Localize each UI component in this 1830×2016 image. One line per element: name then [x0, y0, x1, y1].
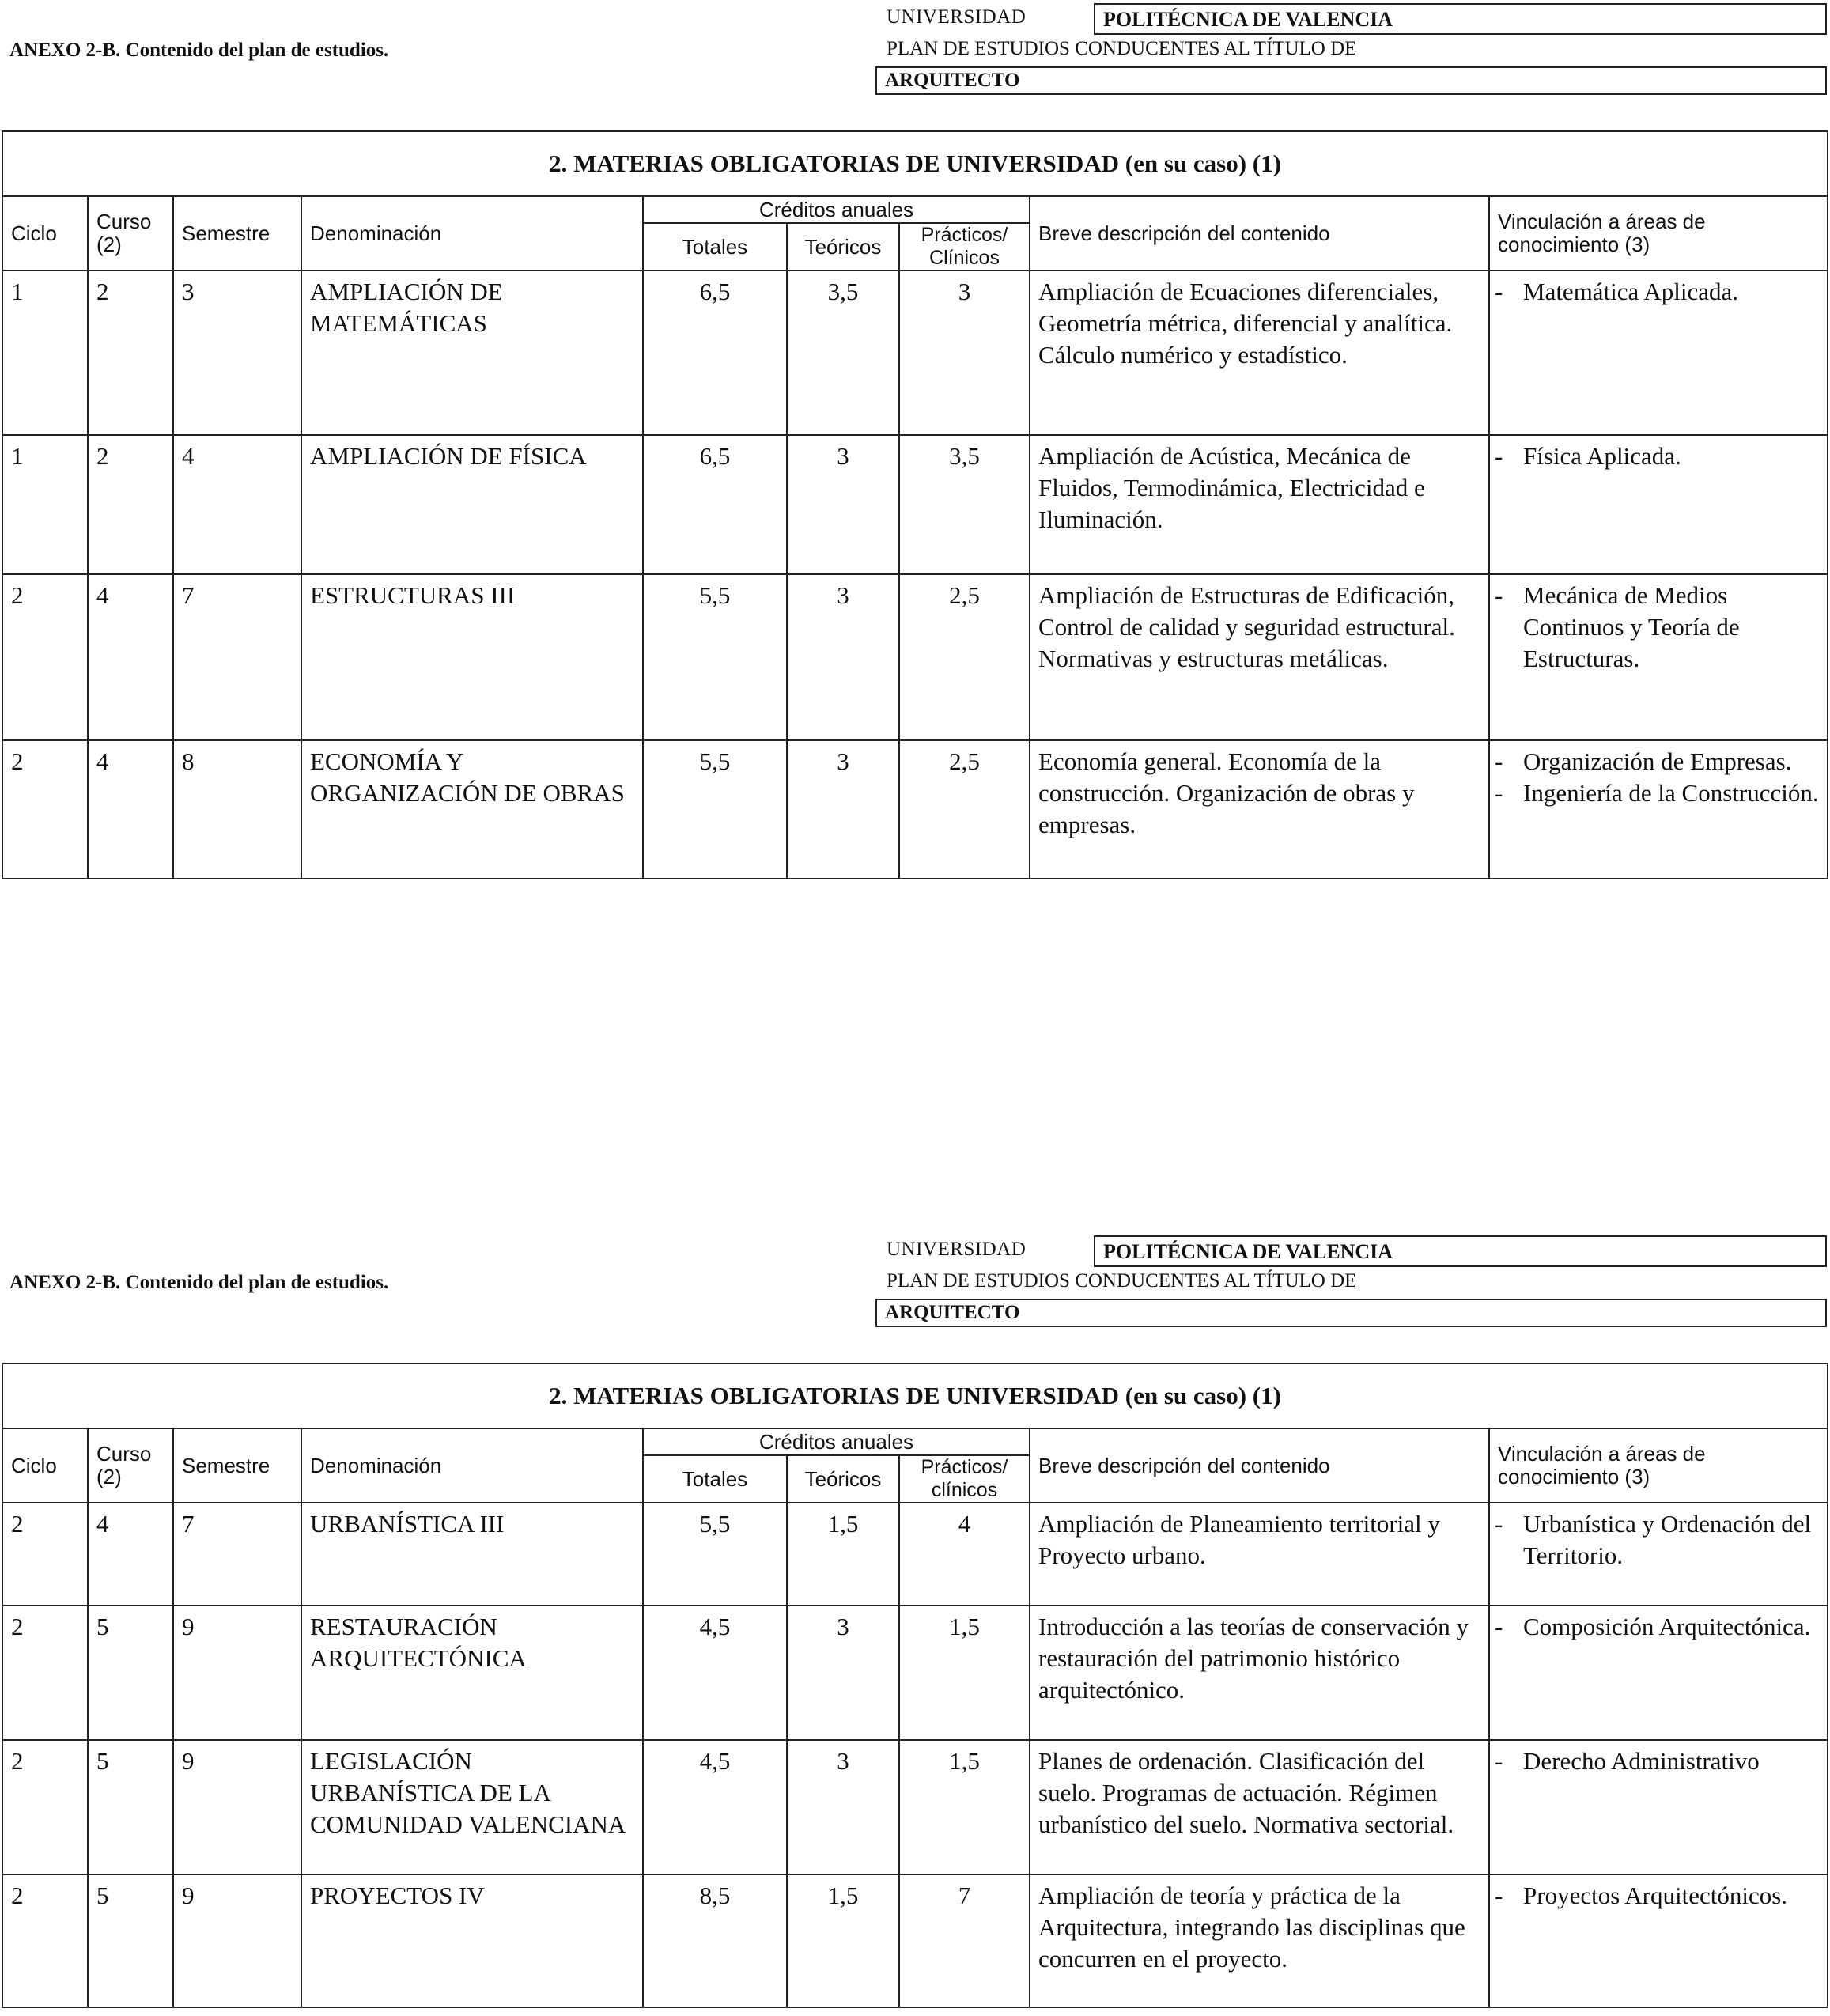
table-title: 2. MATERIAS OBLIGATORIAS DE UNIVERSIDAD (en su caso) (1)	[2, 1364, 1828, 1428]
list-dash: -	[1495, 278, 1503, 305]
area-text: Urbanística y Ordenación del Territorio.	[1523, 1510, 1812, 1569]
table-row	[2, 435, 1828, 574]
materias-table	[2, 1363, 1828, 2008]
descripcion-cell: Economía general. Economía de la construcción. Organización de obras y empresas.	[1030, 740, 1489, 879]
denominacion-cell: RESTAURACIÓN ARQUITECTÓNICA	[301, 1606, 643, 1740]
areas-cell	[1489, 435, 1828, 574]
ciclo-cell: 1	[2, 435, 88, 574]
descripcion-cell: Planes de ordenación. Clasificación del suelo. Programas de actuación. Régimen urbanístico del suelo. Normativa sectorial.	[1030, 1740, 1489, 1874]
totales-cell: 4,5	[643, 1606, 787, 1740]
totales-cell: 5,5	[643, 740, 787, 879]
ciclo-cell: 2	[2, 1740, 88, 1874]
col-header-ciclo: Ciclo	[2, 1428, 88, 1503]
semestre-cell: 9	[173, 1740, 301, 1874]
semestre-cell: 8	[173, 740, 301, 879]
curso-cell: 5	[88, 1606, 173, 1740]
annex-title: ANEXO 2-B. Contenido del plan de estudios.	[9, 1272, 389, 1293]
area-text: Composición Arquitectónica.	[1523, 1613, 1811, 1640]
col-header-ciclo: Ciclo	[2, 196, 88, 270]
col-header-curso: Curso (2)	[88, 196, 173, 270]
semestre-cell: 7	[173, 574, 301, 740]
col-header-vinculacion: Vinculación a áreas de conocimiento (3)	[1489, 196, 1828, 270]
denominacion-cell: URBANÍSTICA III	[301, 1503, 643, 1606]
list-dash: -	[1495, 1510, 1503, 1538]
areas-cell	[1489, 270, 1828, 435]
areas-cell	[1489, 574, 1828, 740]
areas-cell	[1489, 1874, 1828, 2007]
universidad-label: UNIVERSIDAD	[887, 1239, 1027, 1260]
titulo-value: ARQUITECTO	[875, 1299, 1827, 1327]
curso-cell: 2	[88, 270, 173, 435]
ciclo-cell: 2	[2, 1874, 88, 2007]
col-header-teoricos: Teóricos	[787, 1455, 899, 1503]
descripcion-cell: Ampliación de Acústica, Mecánica de Fluidos, Termodinámica, Electricidad e Iluminación.	[1030, 435, 1489, 574]
area-item	[1495, 777, 1819, 809]
list-dash: -	[1495, 442, 1503, 470]
universidad-value: POLITÉCNICA DE VALENCIA	[1094, 1235, 1827, 1267]
table-row	[2, 1606, 1828, 1740]
ciclo-cell: 1	[2, 270, 88, 435]
area-item	[1495, 580, 1819, 675]
ciclo-cell: 2	[2, 1503, 88, 1606]
descripcion-cell: Ampliación de Ecuaciones diferenciales, Geometría métrica, diferencial y analítica. Cálculo numérico y estadístico.	[1030, 270, 1489, 435]
list-dash: -	[1495, 747, 1503, 775]
col-header-totales: Totales	[643, 223, 787, 270]
area-text: Mecánica de Medios Continuos y Teoría de Estructuras.	[1523, 581, 1740, 672]
area-text: Proyectos Arquitectónicos.	[1523, 1882, 1788, 1909]
practicos-cell: 1,5	[899, 1606, 1030, 1740]
list-dash: -	[1495, 779, 1503, 807]
areas-cell	[1489, 1740, 1828, 1874]
teoricos-cell: 1,5	[787, 1874, 899, 2007]
ciclo-cell: 2	[2, 740, 88, 879]
area-item	[1495, 1611, 1819, 1643]
semestre-cell: 7	[173, 1503, 301, 1606]
list-dash: -	[1495, 581, 1503, 609]
list-dash: -	[1495, 1747, 1503, 1775]
area-text: Ingeniería de la Construcción.	[1523, 779, 1819, 807]
ciclo-cell: 2	[2, 1606, 88, 1740]
curso-cell: 4	[88, 574, 173, 740]
col-header-teoricos: Teóricos	[787, 223, 899, 270]
denominacion-cell: AMPLIACIÓN DE FÍSICA	[301, 435, 643, 574]
list-dash: -	[1495, 1882, 1503, 1909]
descripcion-cell: Ampliación de Planeamiento territorial y Proyecto urbano.	[1030, 1503, 1489, 1606]
totales-cell: 4,5	[643, 1740, 787, 1874]
practicos-cell: 4	[899, 1503, 1030, 1606]
plan-label: PLAN DE ESTUDIOS CONDUCENTES AL TÍTULO DE	[887, 38, 1357, 59]
teoricos-cell: 3	[787, 1740, 899, 1874]
col-header-curso: Curso (2)	[88, 1428, 173, 1503]
teoricos-cell: 3	[787, 574, 899, 740]
teoricos-cell: 1,5	[787, 1503, 899, 1606]
col-header-creditos: Créditos anuales	[643, 1428, 1030, 1455]
table-row	[2, 1874, 1828, 2007]
ciclo-cell: 2	[2, 574, 88, 740]
teoricos-cell: 3	[787, 435, 899, 574]
col-header-totales: Totales	[643, 1455, 787, 1503]
list-dash: -	[1495, 1613, 1503, 1640]
areas-cell	[1489, 740, 1828, 879]
area-text: Matemática Aplicada.	[1523, 278, 1738, 305]
descripcion-cell: Ampliación de teoría y práctica de la Arquitectura, integrando las disciplinas que concurren en el proyecto.	[1030, 1874, 1489, 2007]
area-item	[1495, 276, 1819, 308]
semestre-cell: 3	[173, 270, 301, 435]
table-row	[2, 1503, 1828, 1606]
plan-label: PLAN DE ESTUDIOS CONDUCENTES AL TÍTULO DE	[887, 1270, 1357, 1292]
area-text: Organización de Empresas.	[1523, 747, 1792, 775]
table-row	[2, 740, 1828, 879]
col-header-semestre: Semestre	[173, 196, 301, 270]
titulo-value: ARQUITECTO	[875, 66, 1827, 95]
practicos-cell: 7	[899, 1874, 1030, 2007]
semestre-cell: 4	[173, 435, 301, 574]
denominacion-cell: AMPLIACIÓN DE MATEMÁTICAS	[301, 270, 643, 435]
table-row	[2, 1740, 1828, 1874]
semestre-cell: 9	[173, 1874, 301, 2007]
practicos-cell: 1,5	[899, 1740, 1030, 1874]
table-row	[2, 574, 1828, 740]
curso-cell: 2	[88, 435, 173, 574]
curso-cell: 4	[88, 1503, 173, 1606]
areas-cell	[1489, 1606, 1828, 1740]
materias-table	[2, 130, 1828, 879]
col-header-creditos: Créditos anuales	[643, 196, 1030, 223]
descripcion-cell: Introducción a las teorías de conservación y restauración del patrimonio histórico arquitectónico.	[1030, 1606, 1489, 1740]
col-header-descripcion: Breve descripción del contenido	[1030, 1428, 1489, 1503]
area-item	[1495, 1746, 1819, 1777]
practicos-cell: 2,5	[899, 574, 1030, 740]
practicos-cell: 3	[899, 270, 1030, 435]
denominacion-cell: ECONOMÍA Y ORGANIZACIÓN DE OBRAS	[301, 740, 643, 879]
col-header-descripcion: Breve descripción del contenido	[1030, 196, 1489, 270]
universidad-value: POLITÉCNICA DE VALENCIA	[1094, 3, 1827, 35]
denominacion-cell: LEGISLACIÓN URBANÍSTICA DE LA COMUNIDAD VALENCIANA	[301, 1740, 643, 1874]
descripcion-cell: Ampliación de Estructuras de Edificación, Control de calidad y seguridad estructural. Normativas y estructuras metálicas.	[1030, 574, 1489, 740]
denominacion-cell: ESTRUCTURAS III	[301, 574, 643, 740]
teoricos-cell: 3	[787, 740, 899, 879]
table-row	[2, 270, 1828, 435]
col-header-practicos: Prácticos/ Clínicos	[899, 223, 1030, 270]
totales-cell: 5,5	[643, 574, 787, 740]
area-item	[1495, 441, 1819, 472]
denominacion-cell: PROYECTOS IV	[301, 1874, 643, 2007]
col-header-denominacion: Denominación	[301, 1428, 643, 1503]
totales-cell: 6,5	[643, 270, 787, 435]
curso-cell: 4	[88, 740, 173, 879]
col-header-vinculacion: Vinculación a áreas de conocimiento (3)	[1489, 1428, 1828, 1503]
universidad-label: UNIVERSIDAD	[887, 6, 1027, 28]
area-item	[1495, 746, 1819, 777]
annex-title: ANEXO 2-B. Contenido del plan de estudios.	[9, 40, 389, 61]
col-header-denominacion: Denominación	[301, 196, 643, 270]
curso-cell: 5	[88, 1874, 173, 2007]
practicos-cell: 3,5	[899, 435, 1030, 574]
curso-cell: 5	[88, 1740, 173, 1874]
practicos-cell: 2,5	[899, 740, 1030, 879]
teoricos-cell: 3	[787, 1606, 899, 1740]
table-title: 2. MATERIAS OBLIGATORIAS DE UNIVERSIDAD (en su caso) (1)	[2, 131, 1828, 196]
totales-cell: 6,5	[643, 435, 787, 574]
area-item	[1495, 1880, 1819, 1912]
totales-cell: 8,5	[643, 1874, 787, 2007]
col-header-practicos: Prácticos/ clínicos	[899, 1455, 1030, 1503]
semestre-cell: 9	[173, 1606, 301, 1740]
col-header-semestre: Semestre	[173, 1428, 301, 1503]
area-text: Física Aplicada.	[1523, 442, 1681, 470]
area-text: Derecho Administrativo	[1523, 1747, 1760, 1775]
area-item	[1495, 1508, 1819, 1572]
totales-cell: 5,5	[643, 1503, 787, 1606]
teoricos-cell: 3,5	[787, 270, 899, 435]
areas-cell	[1489, 1503, 1828, 1606]
